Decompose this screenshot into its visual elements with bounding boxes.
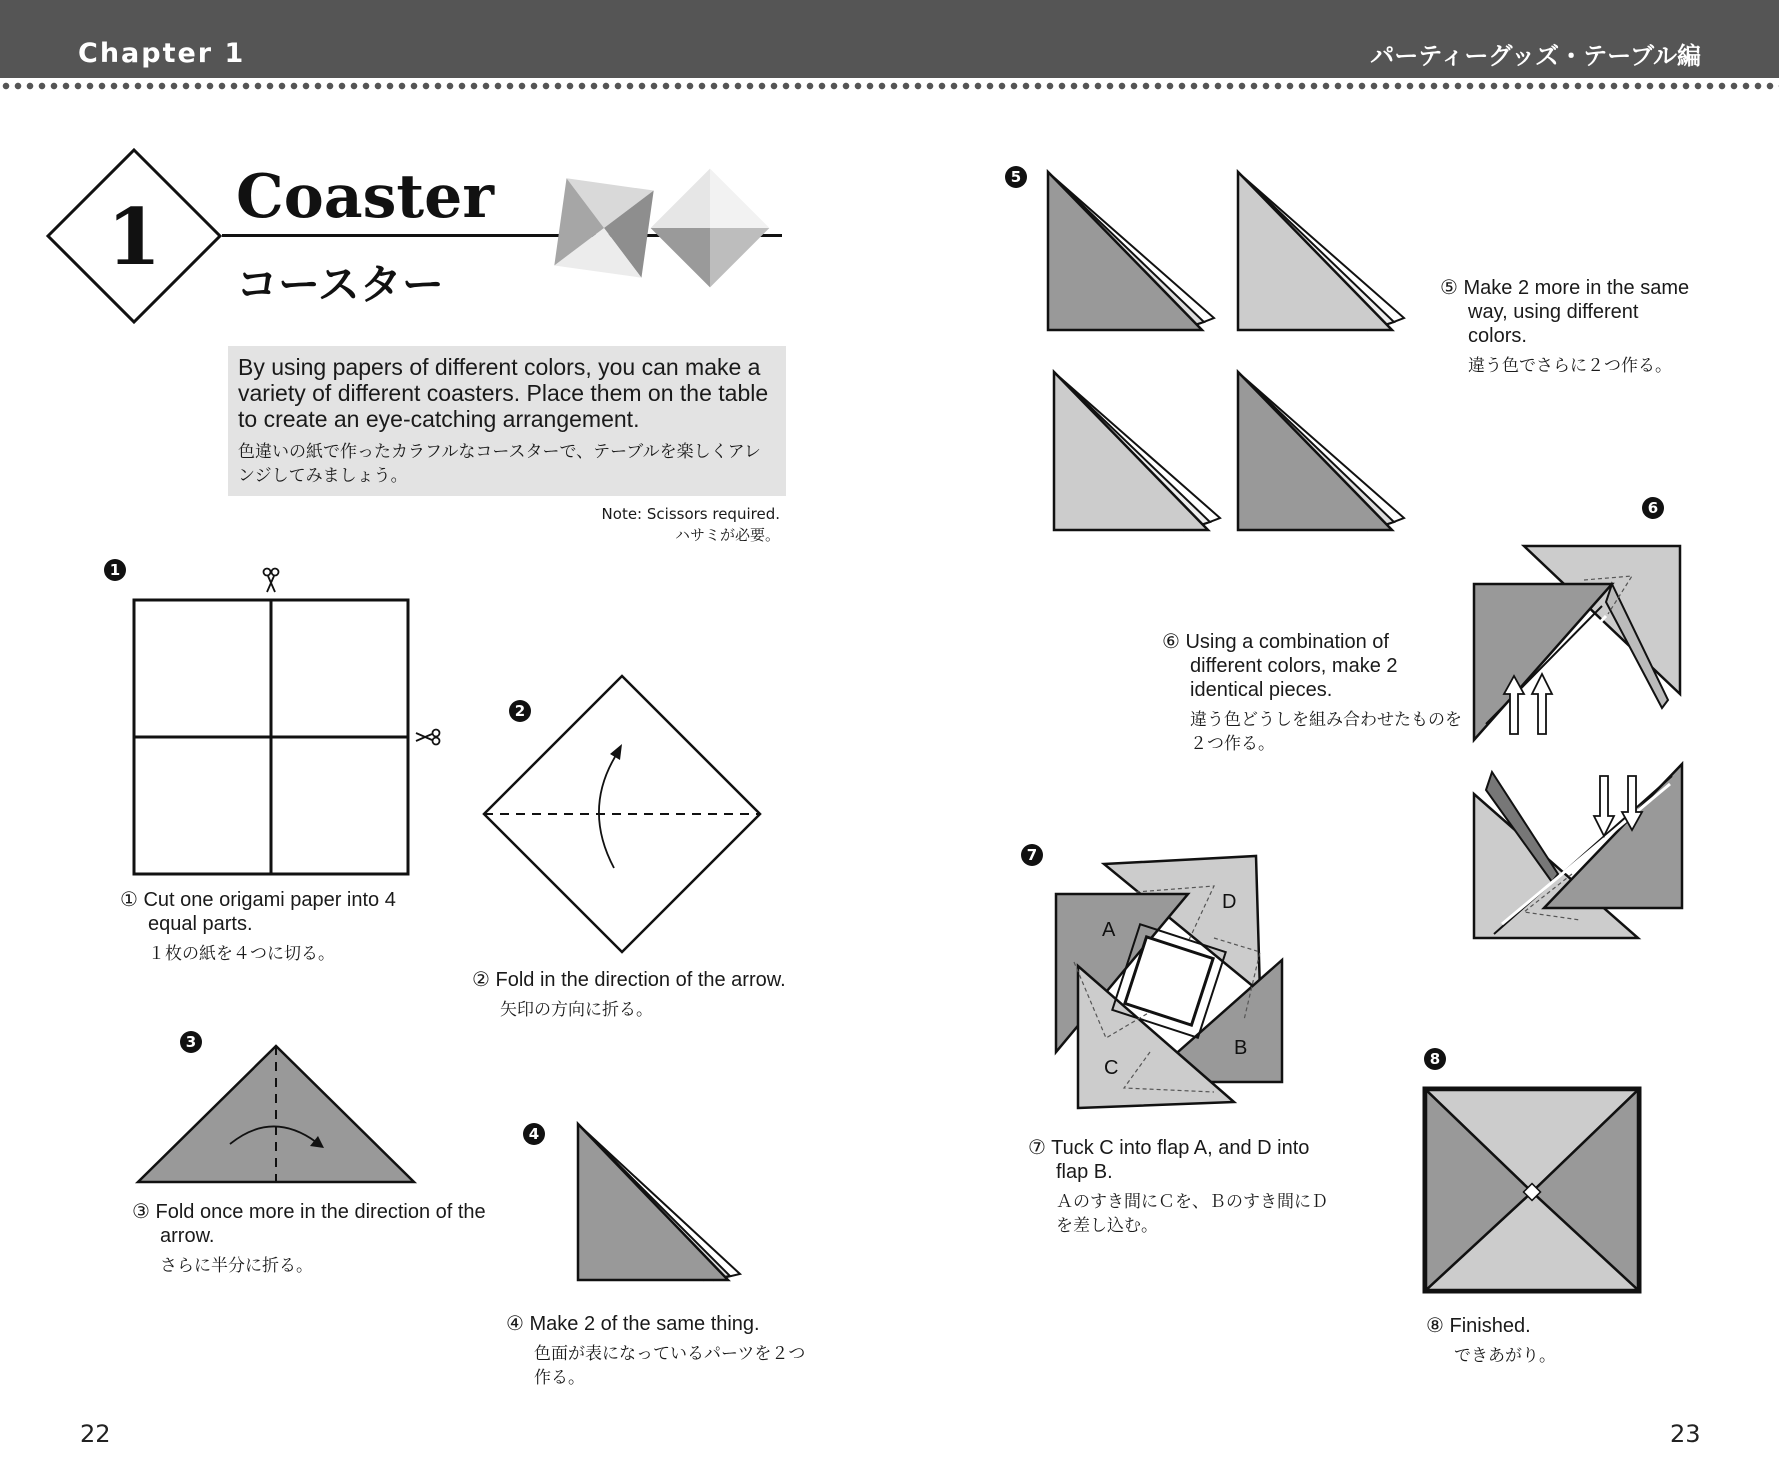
intro-text-en: By using papers of different colors, you can make a variety of different coasters. Place them on the table to create an eye-catching arrangement. (238, 354, 769, 432)
step-2-ja: 矢印の方向に折る。 (500, 1000, 653, 1020)
step-7-diagram (1054, 852, 1286, 1114)
step-3-ja: さらに半分に折る。 (160, 1256, 313, 1276)
step-1-text (120, 888, 450, 966)
step-6-badge: 6 (1642, 497, 1664, 519)
note-en: Note: Scissors required. (601, 505, 780, 523)
step-5-diagram (1046, 170, 1406, 532)
page-title: Coaster (236, 162, 494, 232)
step-5-ja: 違う色でさらに２つ作る。 (1468, 356, 1672, 376)
step-7-badge: 7 (1021, 844, 1043, 866)
step-1-badge: 1 (104, 559, 126, 581)
section-label: パーティーグッズ・テーブル編 (1370, 42, 1701, 70)
flap-b-label: B (1234, 1037, 1248, 1059)
step-2-badge: 2 (509, 700, 531, 722)
step-6-diagram (1472, 544, 1688, 944)
flap-d-label: D (1222, 891, 1237, 913)
note-ja: ハサミが必要。 (674, 526, 780, 544)
flap-c-label: C (1104, 1057, 1119, 1079)
step-3-diagram (134, 1042, 418, 1186)
step-6-text (1162, 630, 1462, 756)
step-8-en: ⑧ Finished. (1426, 1315, 1531, 1337)
header-bar (0, 0, 1779, 78)
scissors-icon (416, 730, 440, 745)
step-4-en: ④ Make 2 of the same thing. (506, 1313, 760, 1335)
title-number-diamond (44, 148, 224, 324)
flap-a-label: A (1102, 919, 1116, 941)
step-8-text (1426, 1314, 1686, 1368)
step-2-en: ② Fold in the direction of the arrow. (472, 969, 786, 991)
chapter-label: Chapter 1 (78, 38, 246, 69)
step-5-badge: 5 (1005, 166, 1027, 188)
step-1-ja: １枚の紙を４つに切る。 (148, 944, 335, 964)
page-number-right: 23 (1670, 1420, 1701, 1448)
step-8-ja: できあがり。 (1454, 1346, 1556, 1366)
step-7-ja: Ａのすき間にＣを、Ｂのすき間にＤを差し込む。 (1056, 1192, 1328, 1236)
dotted-divider (0, 80, 1779, 92)
step-7-text (1028, 1136, 1328, 1238)
step-6-ja: 違う色どうしを組み合わせたものを２つ作る。 (1190, 710, 1462, 754)
note (520, 504, 780, 546)
page-subtitle: コースター (236, 260, 444, 309)
scissors-icon (264, 569, 279, 593)
step-7-en: ⑦ Tuck C into flap A, and D into flap B. (1028, 1137, 1310, 1183)
step-3-en: ③ Fold once more in the direction of the arrow. (132, 1201, 486, 1247)
step-4-diagram (574, 1120, 742, 1284)
step-8-badge: 8 (1424, 1048, 1446, 1070)
step-4-ja: 色面が表になっているパーツを２つ作る。 (534, 1344, 806, 1388)
step-1-diagram (128, 564, 448, 880)
step-2-diagram (480, 672, 764, 956)
step-3-badge: 3 (180, 1031, 202, 1053)
step-1-en: ① Cut one origami paper into 4 equal parts. (120, 889, 396, 935)
title-number: 1 (106, 192, 162, 283)
intro-text-ja: 色違いの紙で作ったカラフルなコースターで、テーブルを楽しくアレンジしてみましょう。 (238, 442, 761, 486)
coaster-photo (552, 168, 782, 294)
arrow-up-icon (1504, 674, 1552, 734)
step-5-text (1440, 276, 1700, 378)
page-number-left: 22 (80, 1420, 111, 1448)
step-5-en: ⑤ Make 2 more in the same way, using different colors. (1440, 277, 1690, 347)
step-8-diagram (1422, 1086, 1642, 1296)
step-6-en: ⑥ Using a combination of different colors, make 2 identical pieces. (1162, 631, 1398, 701)
step-2-text (472, 968, 792, 1022)
step-3-text (132, 1200, 492, 1278)
step-4-badge: 4 (523, 1123, 545, 1145)
step-4-text (506, 1312, 806, 1390)
intro-box (228, 346, 786, 496)
